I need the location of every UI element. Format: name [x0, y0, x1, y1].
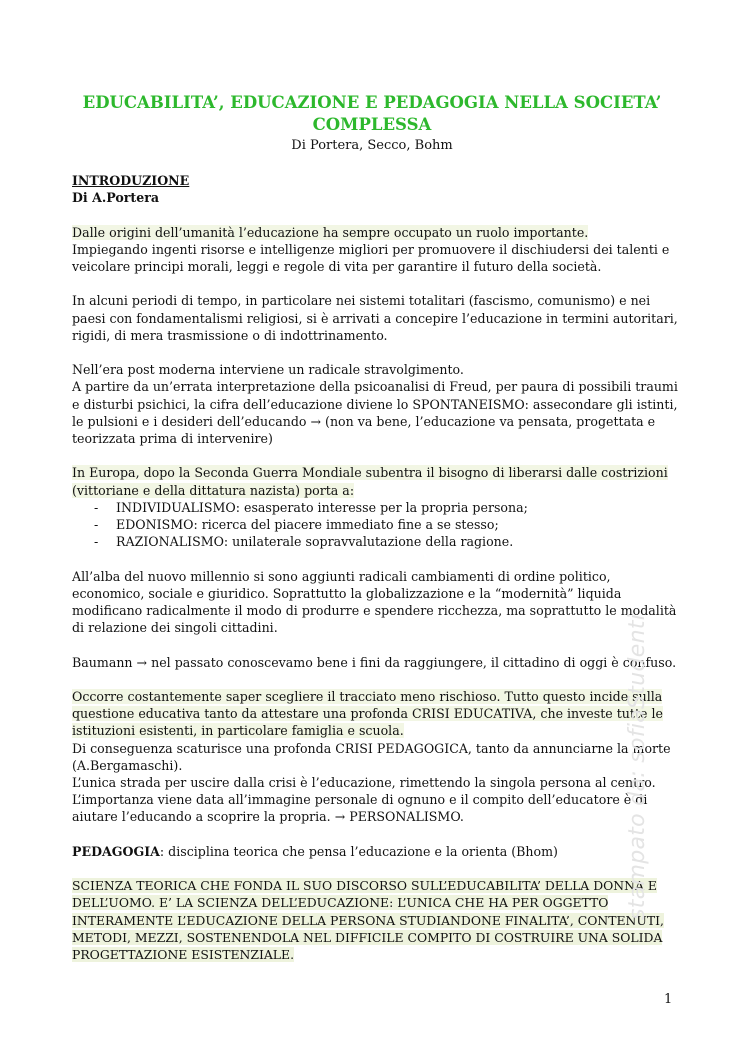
paragraph-1b: Impiegando ingenti risorse e intelligenze migliori per promuovere il dischiudersi dei talenti e veicolare principi morali, leggi e regole di vita per garantire il futuro della società.: [72, 241, 670, 274]
trends-list: [72, 499, 682, 551]
document-authors: Di Portera, Secco, Bohm: [291, 138, 453, 153]
paragraph-2: In alcuni periodi di tempo, in particolare nei sistemi totalitari (fascismo, comunismo) e nei paesi con fondamentalismi religiosi, si è arrivati a concepire l’educazione in termini autoritari, rigidi, di mera trasmissione o di indottrinamento.: [72, 293, 678, 343]
pedagogia-term: PEDAGOGIA: [72, 843, 160, 859]
paragraph-8: [72, 843, 682, 860]
paragraph-9: SCIENZA TEORICA CHE FONDA IL SUO DISCORSO SULL’EDUCABILITA’ DELLA DONNA E DELL’UOMO. E’ LA SCIENZA DELL’EDUCAZIONE: L’UNICA CHE HA PER OGGETTO INTERAMENTE L’EDUCAZIONE DELLA PERSONA STUDIANDONE FINALITA’, CONTENUTI, METODI, MEZZI, SOSTENENDOLA NEL DIFFICILE COMPITO DI COSTRUIRE UNA SOLIDA PROGETTAZIONE ESISTENZIALE.: [72, 878, 664, 962]
paragraph-7b: Di conseguenza scaturisce una profonda CRISI PEDAGOGICA, tanto da annunciarne la morte (A.Bergamaschi).: [72, 740, 671, 773]
section-heading: INTRODUZIONE: [72, 173, 190, 188]
list-item: - EDONISMO: ricerca del piacere immediato fine a se stesso;: [72, 516, 682, 533]
title-line-1: EDUCABILITA’, EDUCAZIONE E PEDAGOGIA NELLA SOCIETA’: [82, 93, 662, 112]
document-title: [60, 92, 684, 136]
paragraph-7a: Occorre costantemente saper scegliere il tracciato meno rischioso. Tutto questo incide sulla questione educativa tanto da attestare una profonda CRISI EDUCATIVA, che investe tutte le istituzioni esistenti, in particolare famiglia e scuola.: [72, 688, 663, 739]
paragraph-3b: A partire da un’errata interpretazione della psicoanalisi di Freud, per paura di possibili traumi e disturbi psichici, la cifra dell’educazione diviene lo SPONTANEISMO: assecondare gli istinti, le pulsioni e i desideri dell’educando → (non va bene, l’educazione va pensata, progettata e teorizzata prima di intervenire): [72, 379, 678, 446]
section-author: Di A.Portera: [72, 190, 160, 206]
title-line-2: COMPLESSA: [312, 115, 432, 134]
paragraph-1a: Dalle origini dell’umanità l’educazione ha sempre occupato un ruolo importante.: [72, 224, 589, 240]
paragraph-5: All’alba del nuovo millennio si sono aggiunti radicali cambiamenti di ordine politico, economico, sociale e giuridico. Soprattutto la globalizzazione e la “modernità” liquida modificano radicalmente il modo di produrre e spendere ricchezza, ma soprattutto le modalità di relazione dei singoli cittadini.: [72, 568, 677, 636]
page-number: 1: [664, 992, 673, 1007]
paragraph-7d: L’importanza viene data all’immagine personale di ognuno e il compito dell’educatore è di aiutare l’educando a scoprire la propria. → PERSONALISMO.: [72, 792, 648, 825]
paragraph-6: Baumann → nel passato conoscevamo bene i fini da raggiungere, il cittadino di oggi è confuso.: [72, 654, 677, 670]
pedagogia-definition: : disciplina teorica che pensa l’educazione e la orienta (Bhom): [159, 843, 558, 859]
document-body: [72, 172, 682, 963]
list-item: - RAZIONALISMO: unilaterale sopravvalutazione della ragione.: [72, 533, 682, 550]
paragraph-4: In Europa, dopo la Seconda Guerra Mondiale subentra il bisogno di liberarsi dalle costrizioni (vittoriane e della dittatura nazista) porta a:: [72, 465, 668, 498]
watermark: stampato da: sofiaStudenti: [625, 613, 650, 920]
list-item: - INDIVIDUALISMO: esasperato interesse per la propria persona;: [72, 499, 682, 516]
paragraph-7c: L’unica strada per uscire dalla crisi è l’educazione, rimettendo la singola persona al centro.: [72, 775, 656, 790]
paragraph-3a: Nell’era post moderna interviene un radicale stravolgimento.: [72, 362, 464, 378]
